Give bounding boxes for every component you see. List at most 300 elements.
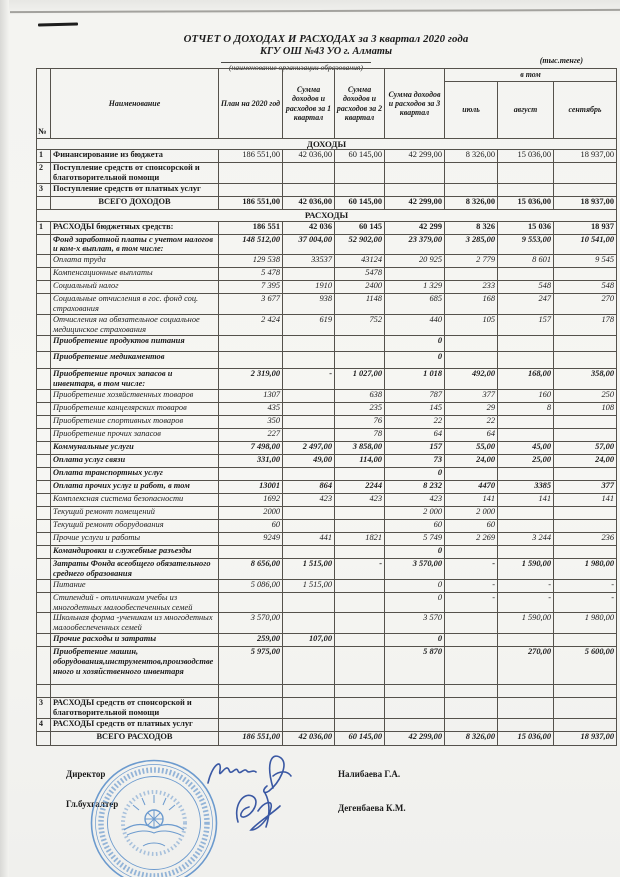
row-num-cell: [37, 454, 51, 467]
value-cell: [445, 467, 498, 480]
value-cell: 18 937,00: [554, 150, 617, 163]
value-cell: [335, 592, 385, 613]
table-row: [37, 506, 617, 519]
value-cell: 168: [445, 294, 498, 315]
value-cell: 1910: [283, 281, 335, 294]
value-cell: 0: [385, 634, 445, 647]
value-cell: 0: [385, 352, 445, 369]
table-row: [37, 634, 617, 647]
value-cell: 42 299,00: [385, 197, 445, 210]
row-num-cell: [37, 402, 51, 415]
value-cell: 7 395: [219, 281, 283, 294]
row-name-cell: Комплексная система безопасности: [51, 493, 219, 506]
value-cell: 0: [385, 467, 445, 480]
value-cell: 1 980,00: [554, 558, 617, 579]
row-num-cell: [37, 281, 51, 294]
value-cell: [445, 685, 498, 698]
value-cell: -: [445, 579, 498, 592]
value-cell: [445, 634, 498, 647]
value-cell: [219, 352, 283, 369]
value-cell: 141: [554, 493, 617, 506]
value-cell: [335, 719, 385, 732]
row-num-cell: 3: [37, 698, 51, 719]
value-cell: [219, 685, 283, 698]
row-num-cell: [37, 389, 51, 402]
value-cell: [554, 634, 617, 647]
value-cell: [554, 268, 617, 281]
value-cell: [554, 698, 617, 719]
table-row: [37, 402, 617, 415]
value-cell: [445, 698, 498, 719]
value-cell: 1 329: [385, 281, 445, 294]
row-name-cell: Фонд заработной платы с учетом налогов и ком-х выплат, в том числе:: [51, 234, 219, 255]
value-cell: 45,00: [498, 441, 554, 454]
value-cell: 64: [385, 428, 445, 441]
value-cell: 440: [385, 315, 445, 336]
value-cell: [445, 336, 498, 352]
row-name-cell: Оплата прочих услуг и работ, в том: [51, 480, 219, 493]
value-cell: 186 551,00: [219, 732, 283, 746]
value-cell: [554, 519, 617, 532]
units-note: (тыс.тенге): [539, 56, 583, 65]
table-row: [37, 428, 617, 441]
value-cell: [498, 685, 554, 698]
value-cell: 78: [335, 428, 385, 441]
table-row: [37, 698, 617, 719]
value-cell: 160: [498, 389, 554, 402]
row-name-cell: Затраты Фонда всеобщего обязательного среднего образования: [51, 558, 219, 579]
table-row: [37, 613, 617, 634]
col-header-august: август: [498, 82, 554, 139]
value-cell: 2 000: [385, 506, 445, 519]
row-num-cell: [37, 506, 51, 519]
value-cell: 1307: [219, 389, 283, 402]
value-cell: [445, 268, 498, 281]
table-row: [37, 441, 617, 454]
section-title: РАСХОДЫ: [37, 210, 617, 221]
value-cell: [283, 519, 335, 532]
value-cell: 423: [335, 493, 385, 506]
value-cell: 3 285,00: [445, 234, 498, 255]
table-row: [37, 315, 617, 336]
row-name-cell: РАСХОДЫ средств от спонсорской и благотворительной помощи: [51, 698, 219, 719]
value-cell: 60: [219, 519, 283, 532]
row-num-cell: [37, 493, 51, 506]
row-num-cell: [37, 234, 51, 255]
row-num-cell: [37, 369, 51, 390]
value-cell: 1 027,00: [335, 369, 385, 390]
table-row: [37, 719, 617, 732]
row-name-cell: Прочие расходы и затраты: [51, 634, 219, 647]
value-cell: 5 478: [219, 268, 283, 281]
value-cell: [283, 545, 335, 558]
table-row: [37, 281, 617, 294]
value-cell: [219, 336, 283, 352]
value-cell: [554, 415, 617, 428]
value-cell: 638: [335, 389, 385, 402]
value-cell: [498, 184, 554, 197]
value-cell: [498, 415, 554, 428]
table-row: [37, 197, 617, 210]
value-cell: [498, 163, 554, 184]
value-cell: [385, 698, 445, 719]
value-cell: 3 570: [385, 613, 445, 634]
table-row: [37, 592, 617, 613]
value-cell: [283, 592, 335, 613]
row-name-cell: Стипендий - отличникам учебы из многодетных малообеспеченных семей: [51, 592, 219, 613]
row-num-cell: [37, 532, 51, 545]
value-cell: 3 244: [498, 532, 554, 545]
value-cell: 8 326,00: [445, 150, 498, 163]
accountant-label: Гл.бухгалтер: [66, 799, 119, 809]
row-name-cell: Коммунальные услуги: [51, 441, 219, 454]
value-cell: [219, 467, 283, 480]
value-cell: 37 004,00: [283, 234, 335, 255]
value-cell: 24,00: [554, 454, 617, 467]
value-cell: 233: [445, 281, 498, 294]
value-cell: [335, 352, 385, 369]
row-num-cell: [37, 268, 51, 281]
value-cell: [283, 352, 335, 369]
value-cell: [219, 592, 283, 613]
value-cell: 20 925: [385, 255, 445, 268]
value-cell: 247: [498, 294, 554, 315]
value-cell: [283, 506, 335, 519]
value-cell: [445, 613, 498, 634]
row-num-cell: 2: [37, 163, 51, 184]
organization-name: КГУ ОШ №43 УО г. Алматы: [259, 46, 393, 57]
value-cell: 3385: [498, 480, 554, 493]
value-cell: [445, 184, 498, 197]
value-cell: 60 145: [335, 221, 385, 234]
value-cell: [335, 506, 385, 519]
value-cell: 685: [385, 294, 445, 315]
value-cell: 8: [498, 402, 554, 415]
table-row: [37, 234, 617, 255]
value-cell: 5 749: [385, 532, 445, 545]
row-num-cell: 3: [37, 184, 51, 197]
value-cell: 186 551,00: [219, 150, 283, 163]
value-cell: 4470: [445, 480, 498, 493]
value-cell: 2 269: [445, 532, 498, 545]
value-cell: 33537: [283, 255, 335, 268]
value-cell: -: [283, 369, 335, 390]
value-cell: [219, 184, 283, 197]
row-name-cell: Приобретение канцелярских товаров: [51, 402, 219, 415]
value-cell: [335, 634, 385, 647]
row-name-cell: Текущий ремонт помещений: [51, 506, 219, 519]
row-num-cell: [37, 467, 51, 480]
value-cell: 358,00: [554, 369, 617, 390]
col-header-plan: План на 2020 год: [219, 69, 283, 139]
table-row: [37, 454, 617, 467]
value-cell: [554, 352, 617, 369]
value-cell: 864: [283, 480, 335, 493]
value-cell: 2 779: [445, 255, 498, 268]
row-name-cell: РАСХОДЫ средств от платных услуг: [51, 719, 219, 732]
value-cell: [283, 163, 335, 184]
value-cell: 2 424: [219, 315, 283, 336]
value-cell: 57,00: [554, 441, 617, 454]
value-cell: [498, 519, 554, 532]
section-row: [37, 210, 617, 221]
value-cell: 42 036: [283, 221, 335, 234]
value-cell: [335, 545, 385, 558]
value-cell: 5 086,00: [219, 579, 283, 592]
row-name-cell: Приобретение машин, оборудования,инструментов,производственного и хозяйственного инвентаря: [51, 647, 219, 685]
value-cell: 619: [283, 315, 335, 336]
value-cell: [554, 467, 617, 480]
value-cell: [498, 698, 554, 719]
value-cell: 15 036,00: [498, 732, 554, 746]
row-num-cell: [37, 336, 51, 352]
table-row: [37, 579, 617, 592]
value-cell: [554, 545, 617, 558]
value-cell: 1821: [335, 532, 385, 545]
value-cell: [385, 268, 445, 281]
value-cell: 64: [445, 428, 498, 441]
value-cell: 8 326,00: [445, 197, 498, 210]
value-cell: [498, 545, 554, 558]
table-header: [37, 69, 617, 139]
value-cell: 42 036,00: [283, 732, 335, 746]
value-cell: -: [554, 579, 617, 592]
table-row: [37, 294, 617, 315]
row-name-cell: Компенсационные выплаты: [51, 268, 219, 281]
value-cell: 377: [554, 480, 617, 493]
col-header-q2: Сумма доходов и расходов за 2 квартал: [335, 69, 385, 139]
value-cell: 25,00: [498, 454, 554, 467]
value-cell: 787: [385, 389, 445, 402]
row-name-cell: ВСЕГО ДОХОДОВ: [51, 197, 219, 210]
income-expense-table: [36, 68, 617, 746]
value-cell: [283, 698, 335, 719]
value-cell: 129 538: [219, 255, 283, 268]
row-num-cell: [37, 294, 51, 315]
scan-artifact-mark: [38, 23, 78, 26]
value-cell: 3 570,00: [385, 558, 445, 579]
row-name-cell: Финансирование из бюджета: [51, 150, 219, 163]
value-cell: 250: [554, 389, 617, 402]
row-name-cell: Прочие услуги и работы: [51, 532, 219, 545]
value-cell: 0: [385, 579, 445, 592]
value-cell: 227: [219, 428, 283, 441]
value-cell: 5 870: [385, 647, 445, 685]
value-cell: [554, 184, 617, 197]
table-row: [37, 545, 617, 558]
row-num-cell: [37, 197, 51, 210]
value-cell: -: [498, 592, 554, 613]
value-cell: [283, 719, 335, 732]
table-row: [37, 685, 617, 698]
value-cell: [283, 184, 335, 197]
row-num-cell: 1: [37, 150, 51, 163]
row-num-cell: [37, 732, 51, 746]
value-cell: 18 937,00: [554, 732, 617, 746]
value-cell: [385, 184, 445, 197]
value-cell: 168,00: [498, 369, 554, 390]
value-cell: 377: [445, 389, 498, 402]
value-cell: 259,00: [219, 634, 283, 647]
value-cell: 492,00: [445, 369, 498, 390]
row-name-cell: ВСЕГО РАСХОДОВ: [51, 732, 219, 746]
value-cell: [554, 163, 617, 184]
value-cell: 938: [283, 294, 335, 315]
value-cell: 22: [445, 415, 498, 428]
table-row: [37, 163, 617, 184]
row-name-cell: Школьная форма -ученикам из многодетных малообеспеченных семей: [51, 613, 219, 634]
row-name-cell: Отчисления на обязательное социальное медицинское страхования: [51, 315, 219, 336]
value-cell: [335, 647, 385, 685]
row-num-cell: 1: [37, 221, 51, 234]
value-cell: 22: [385, 415, 445, 428]
row-name-cell: Оплата труда: [51, 255, 219, 268]
value-cell: 148 512,00: [219, 234, 283, 255]
value-cell: -: [445, 592, 498, 613]
value-cell: [554, 719, 617, 732]
table-row: [37, 336, 617, 352]
value-cell: [283, 685, 335, 698]
row-num-cell: [37, 315, 51, 336]
value-cell: 441: [283, 532, 335, 545]
value-cell: [335, 579, 385, 592]
accountant-name: Дегенбаева К.М.: [338, 803, 406, 813]
value-cell: 548: [498, 281, 554, 294]
value-cell: 42 299,00: [385, 732, 445, 746]
value-cell: [219, 719, 283, 732]
table-row: [37, 532, 617, 545]
value-cell: [445, 163, 498, 184]
row-name-cell: Поступление средств от платных услуг: [51, 184, 219, 197]
report-table-body: [37, 139, 617, 746]
value-cell: 1 515,00: [283, 558, 335, 579]
value-cell: [335, 336, 385, 352]
value-cell: 8 232: [385, 480, 445, 493]
value-cell: [283, 613, 335, 634]
value-cell: 9 545: [554, 255, 617, 268]
value-cell: [498, 352, 554, 369]
value-cell: 331,00: [219, 454, 283, 467]
table-row: [37, 493, 617, 506]
value-cell: -: [445, 558, 498, 579]
col-header-september: сентябрь: [554, 82, 617, 139]
value-cell: 52 902,00: [335, 234, 385, 255]
value-cell: [283, 336, 335, 352]
value-cell: 5 600,00: [554, 647, 617, 685]
value-cell: 2 497,00: [283, 441, 335, 454]
value-cell: [498, 506, 554, 519]
value-cell: 2 319,00: [219, 369, 283, 390]
value-cell: [498, 719, 554, 732]
value-cell: 5478: [335, 268, 385, 281]
row-name-cell: Приобретение прочих запасов и инвентаря, в том числе:: [51, 369, 219, 390]
value-cell: [554, 428, 617, 441]
value-cell: 49,00: [283, 454, 335, 467]
col-header-name: Наименование: [51, 69, 219, 139]
value-cell: 1 018: [385, 369, 445, 390]
value-cell: 29: [445, 402, 498, 415]
row-num-cell: [37, 415, 51, 428]
value-cell: 752: [335, 315, 385, 336]
row-name-cell: Оплата транспортных услуг: [51, 467, 219, 480]
value-cell: [335, 467, 385, 480]
col-header-july: июль: [445, 82, 498, 139]
table-row: [37, 480, 617, 493]
value-cell: [385, 685, 445, 698]
row-num-cell: [37, 519, 51, 532]
value-cell: 186 551,00: [219, 197, 283, 210]
value-cell: [283, 415, 335, 428]
value-cell: 178: [554, 315, 617, 336]
value-cell: 76: [335, 415, 385, 428]
col-header-q3: Сумма доходов и расходов за 3 квартал: [385, 69, 445, 139]
value-cell: 1 980,00: [554, 613, 617, 634]
table-row: [37, 255, 617, 268]
row-name-cell: Приобретение спортивных товаров: [51, 415, 219, 428]
value-cell: [219, 698, 283, 719]
organization-caption: (наименование организации образования): [221, 62, 371, 72]
value-cell: 15 036,00: [498, 197, 554, 210]
value-cell: [283, 428, 335, 441]
row-name-cell: Командировки и служебные разъезды: [51, 545, 219, 558]
value-cell: [385, 719, 445, 732]
value-cell: 23 379,00: [385, 234, 445, 255]
value-cell: 42 036,00: [283, 197, 335, 210]
table-row: [37, 221, 617, 234]
value-cell: [219, 545, 283, 558]
director-label: Директор: [66, 769, 106, 779]
row-num-cell: [37, 441, 51, 454]
col-header-group: в том: [445, 69, 617, 82]
table-row: [37, 558, 617, 579]
value-cell: 548: [554, 281, 617, 294]
value-cell: 60 145,00: [335, 150, 385, 163]
value-cell: 0: [385, 545, 445, 558]
value-cell: 18 937,00: [554, 197, 617, 210]
value-cell: [283, 389, 335, 402]
value-cell: [283, 647, 335, 685]
row-name-cell: Приобретение продуктов питания: [51, 336, 219, 352]
scan-edge-shade: [0, 0, 9, 877]
value-cell: 42 299,00: [385, 150, 445, 163]
value-cell: 114,00: [335, 454, 385, 467]
row-num-cell: [37, 545, 51, 558]
value-cell: 1 590,00: [498, 613, 554, 634]
row-num-cell: [37, 558, 51, 579]
row-name-cell: Оплата услуг связи: [51, 454, 219, 467]
value-cell: [498, 336, 554, 352]
value-cell: 105: [445, 315, 498, 336]
value-cell: 141: [445, 493, 498, 506]
value-cell: [498, 268, 554, 281]
value-cell: 108: [554, 402, 617, 415]
value-cell: 107,00: [283, 634, 335, 647]
row-num-cell: [37, 255, 51, 268]
value-cell: 73: [385, 454, 445, 467]
value-cell: 9 553,00: [498, 234, 554, 255]
table-row: [37, 732, 617, 746]
value-cell: 2244: [335, 480, 385, 493]
value-cell: [219, 163, 283, 184]
section-row: [37, 139, 617, 150]
row-name-cell: Питание: [51, 579, 219, 592]
col-header-q1: Сумма доходов и расходов за 1 квартал: [283, 69, 335, 139]
value-cell: 2000: [219, 506, 283, 519]
value-cell: 2 000: [445, 506, 498, 519]
value-cell: 60: [385, 519, 445, 532]
value-cell: [445, 352, 498, 369]
value-cell: -: [335, 558, 385, 579]
